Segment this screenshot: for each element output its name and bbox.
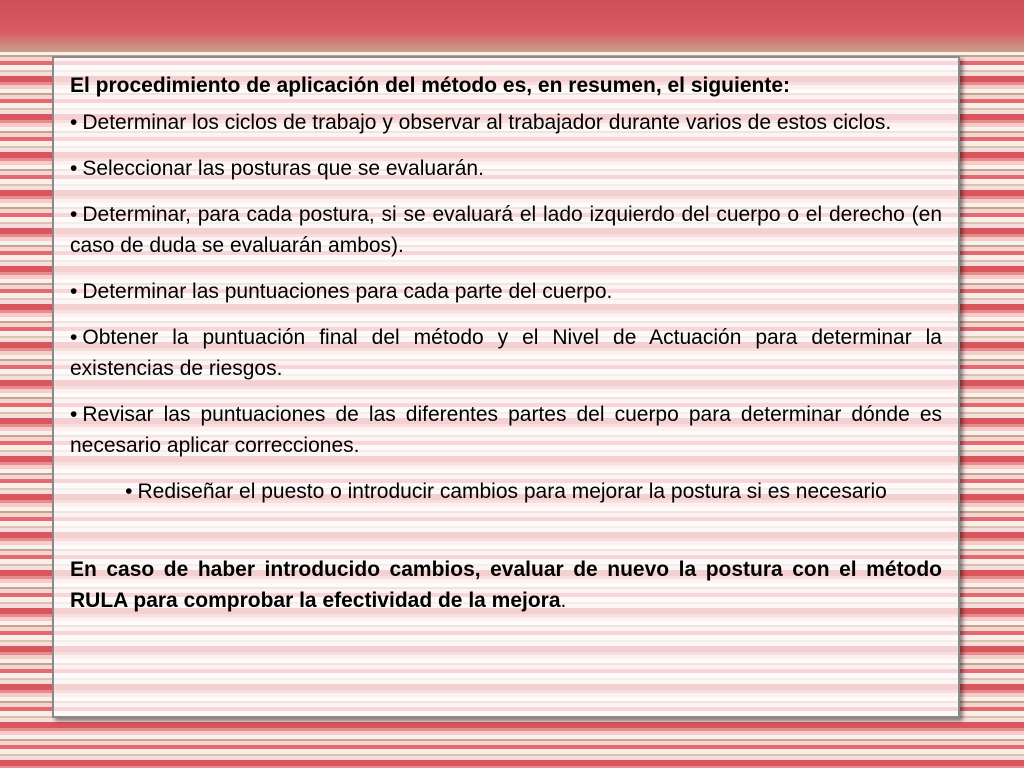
bullet-icon: • (70, 326, 78, 349)
closing-text: En caso de haber introducido cambios, evaluar de nuevo la postura con el método RULA para comprobar la efectividad de la mejora (70, 558, 942, 612)
step-item-3 (70, 199, 942, 261)
step-text: Obtener la puntuación final del método y el Nivel de Actuación para determinar la existencias de riesgos. (70, 326, 942, 380)
step-item-5 (70, 322, 942, 384)
bullet-icon: • (125, 480, 133, 503)
bullet-icon: • (70, 280, 78, 303)
bullet-icon: • (70, 111, 78, 134)
step-text: Determinar, para cada postura, si se evaluará el lado izquierdo del cuerpo o el derecho (en caso de duda se evaluarán ambos). (70, 203, 942, 257)
step-item-2 (70, 153, 942, 184)
intro-heading: El procedimiento de aplicación del método es, en resumen, el siguiente: (70, 74, 791, 97)
step-text: Seleccionar las posturas que se evaluarán. (82, 157, 484, 180)
step-item-1 (70, 107, 942, 138)
closing-period: . (560, 589, 567, 612)
content-box (52, 56, 960, 718)
step-text: Revisar las puntuaciones de las diferentes partes del cuerpo para determinar dónde es necesario aplicar correcciones. (70, 403, 942, 457)
decorative-top-band (0, 0, 1024, 52)
bullet-icon: • (70, 157, 78, 180)
step-text: Determinar las puntuaciones para cada parte del cuerpo. (82, 280, 613, 303)
spacer (70, 522, 942, 554)
closing-paragraph (70, 554, 942, 616)
step-text: Rediseñar el puesto o introducir cambios para mejorar la postura si es necesario (137, 480, 887, 503)
bullet-icon: • (70, 403, 78, 426)
bullet-icon: • (70, 203, 78, 226)
step-text: Determinar los ciclos de trabajo y observar al trabajador durante varios de estos ciclos. (82, 111, 892, 134)
step-item-7 (70, 476, 942, 507)
step-item-4 (70, 276, 942, 307)
step-item-6 (70, 399, 942, 461)
